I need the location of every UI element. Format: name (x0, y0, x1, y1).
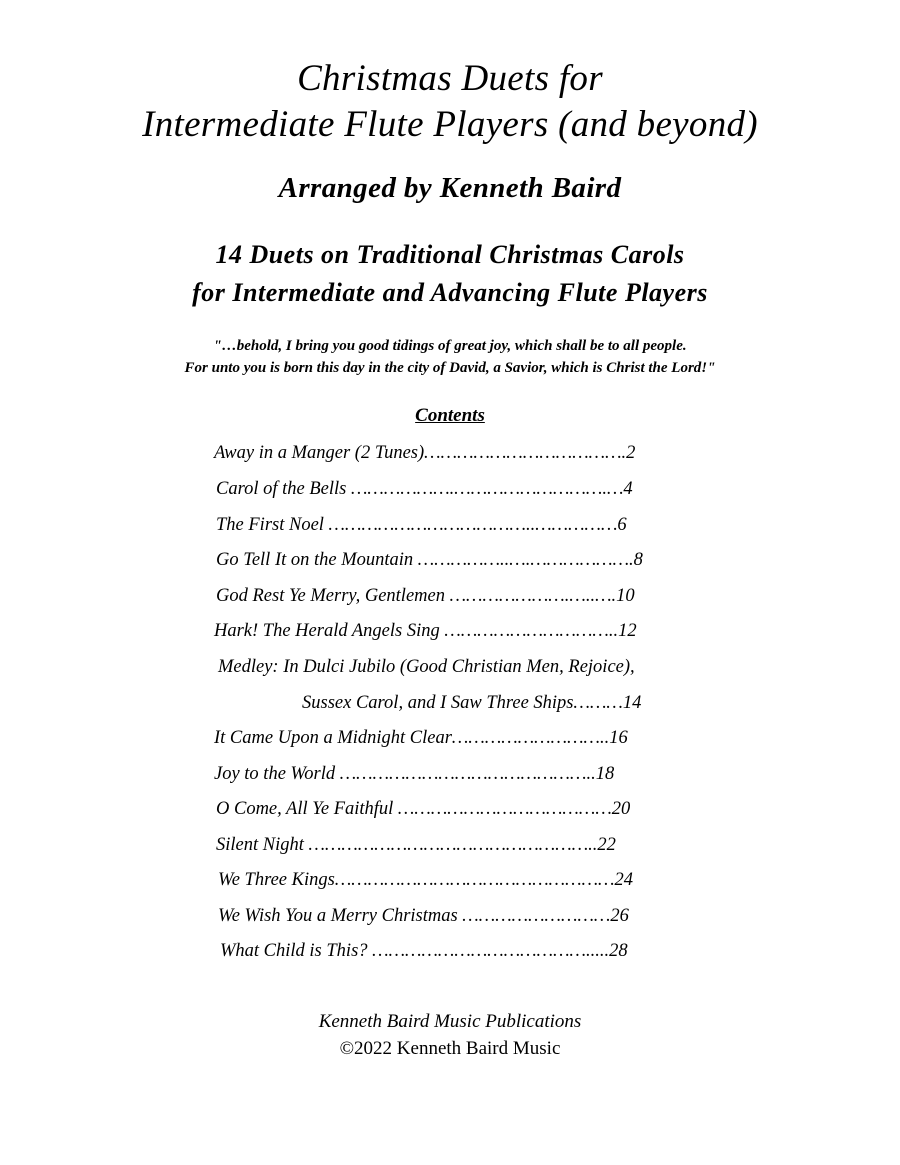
toc-entry: Hark! The Herald Angels Sing …………………………..12 (214, 621, 637, 641)
toc-entry: Joy to the World ………………………………………..18 (214, 764, 615, 784)
toc-entry: Away in a Manger (2 Tunes)……………………………….2 (214, 443, 636, 463)
toc-entry: O Come, All Ye Faithful …………………………………20 (216, 799, 631, 819)
toc-entry: It Came Upon a Midnight Clear………………………..16 (214, 728, 628, 748)
scripture-quote (0, 335, 900, 379)
toc-entry: The First Noel ………………………………..……………6 (216, 515, 627, 535)
toc-entry: Silent Night ……………………………………………..22 (216, 835, 616, 855)
toc-entry: We Wish You a Merry Christmas ………………………26 (218, 906, 629, 926)
copyright-notice: ©2022 Kenneth Baird Music (339, 1038, 561, 1059)
document-subtitle (0, 236, 900, 312)
subtitle-line-1: 14 Duets on Traditional Christmas Carols (215, 240, 685, 269)
toc-entry: Medley: In Dulci Jubilo (Good Christian Men, Rejoice), (218, 657, 635, 677)
publisher-footer (0, 1008, 900, 1062)
toc-entry: Sussex Carol, and I Saw Three Ships………14 (302, 693, 642, 713)
contents-heading: Contents (415, 405, 485, 426)
document-title (0, 56, 900, 148)
publisher-name: Kenneth Baird Music Publications (318, 1011, 582, 1032)
toc-entry: We Three Kings……………………………………………24 (218, 870, 633, 890)
quote-line-2: For unto you is born this day in the city of David, a Savior, which is Christ the Lord!" (184, 360, 716, 376)
title-line-2: Intermediate Flute Players (and beyond) (142, 104, 758, 145)
toc-entry: What Child is This? ………………………………….....28 (220, 941, 628, 961)
arranger-credit: Arranged by Kenneth Baird (278, 172, 622, 204)
subtitle-line-2: for Intermediate and Advancing Flute Players (192, 278, 708, 307)
toc-entry: God Rest Ye Merry, Gentlemen ………………….…..….10 (216, 586, 635, 606)
toc-entry: Carol of the Bells ……………….……………………….…4 (216, 479, 633, 499)
toc-entry: Go Tell It on the Mountain ……………..….……………….8 (216, 550, 643, 570)
quote-line-1: "…behold, I bring you good tidings of great joy, which shall be to all people. (213, 338, 687, 354)
title-line-1: Christmas Duets for (297, 58, 603, 99)
